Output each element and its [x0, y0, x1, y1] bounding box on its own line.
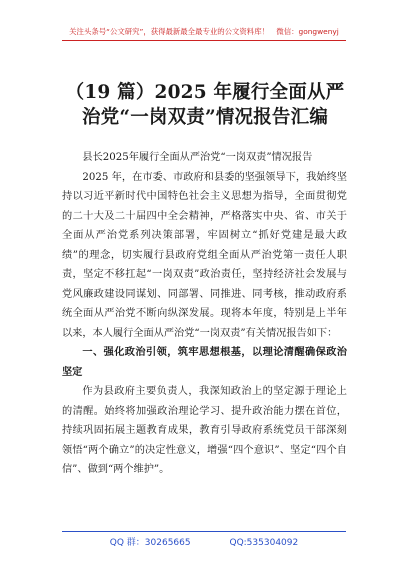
footer-qq-group: QQ 群：30265665: [109, 538, 191, 548]
report-subtitle: 县长2025年履行全面从严治党“一岗双责”情况报告: [82, 152, 313, 163]
document-title: （19 篇）2025 年履行全面从严治党“一岗双责”情况报告汇编: [65, 82, 345, 128]
body-paragraph: 2025 年，在市委、市政府和县委的坚强领导下，我始终坚持以习近平新时代中国特色社会主义思想为指导，全面贯彻党的二十大及二十届四中全会精神，严格落实中央、省、市关于全面从严治党系列决策部署，牢固树立“抓好党建是最大政绩”的理念，切实履行县政府党组全面从严治党第一责任人职责，坚定不移扛起“一岗双责”政治责任，坚持经济社会发展与党风廉政建设同谋划、同部署、同推进、同考核，推动政府系统全面从严治党不断向纵深发展。现将本年度，特别是上半年以来，本人履行全面从严治党“一岗双责”有关情况报告如下：: [62, 171, 347, 339]
document-body: [62, 148, 347, 480]
footer-divider: [62, 531, 346, 532]
page-footer: [62, 535, 346, 548]
body-paragraph: 作为县政府主要负责人，我深知政治上的坚定源于理论上的清醒。始终将加强政治理论学习、提升政治能力摆在首位，持续巩固拓展主题教育成果，教育引导政府系统党员干部深刻领悟“两个确立”的决定性意义，增强“四个意识”、坚定“四个自信”、做到“两个维护”。: [62, 386, 347, 475]
page-header: 关注头条号“公文研究”，获得最新最全最专业的公文资料库！ 微信：gongwenyj: [69, 27, 339, 36]
header-divider: [62, 40, 346, 41]
footer-qq: QQ:535304092: [229, 538, 299, 548]
section-heading: 一、强化政治引领，筑牢思想根基，以理论清醒确保政治坚定: [62, 347, 347, 378]
